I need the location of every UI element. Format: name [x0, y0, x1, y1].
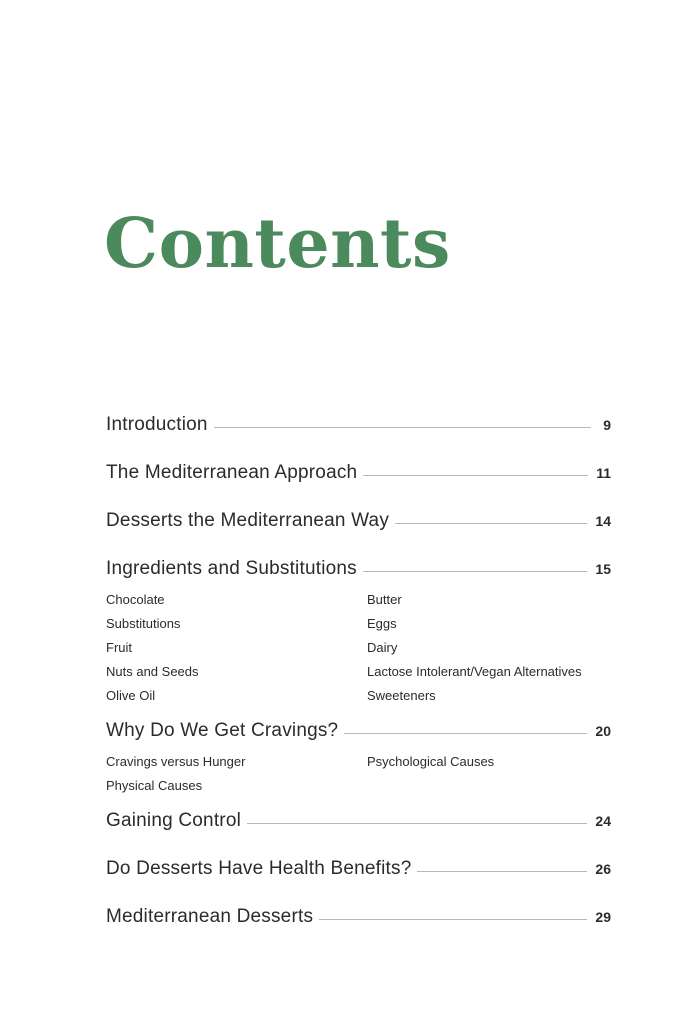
toc-entry-gaining-control[interactable]: [106, 804, 611, 838]
table-of-contents: [106, 408, 611, 934]
leader-line: [319, 919, 587, 920]
toc-entry-desserts-mediterranean-way[interactable]: [106, 504, 611, 538]
leader-line: [395, 523, 587, 524]
toc-entry-title: Why Do We Get Cravings?: [106, 720, 339, 741]
toc-entry-ingredients[interactable]: [106, 552, 611, 586]
leader-line: [344, 733, 587, 734]
toc-subentry[interactable]: Cravings versus Hunger: [106, 754, 246, 769]
page-number: 24: [595, 813, 611, 829]
toc-entry-introduction[interactable]: [106, 408, 611, 442]
toc-subentry[interactable]: Lactose Intolerant/Vegan Alternatives: [367, 664, 582, 679]
page-number: 14: [595, 513, 611, 529]
toc-subentry[interactable]: Psychological Causes: [367, 754, 495, 769]
toc-subentry[interactable]: Fruit: [106, 640, 132, 655]
toc-entry-title: Ingredients and Substitutions: [106, 558, 357, 579]
leader-line: [417, 871, 587, 872]
toc-subentry[interactable]: Nuts and Seeds: [106, 664, 199, 679]
toc-subentry[interactable]: Eggs: [367, 616, 397, 631]
toc-entry-title: Mediterranean Desserts: [106, 906, 314, 927]
subentries-cravings: [106, 750, 611, 798]
page-number: 15: [595, 561, 611, 577]
toc-entry-title: Introduction: [106, 414, 208, 435]
toc-subentry[interactable]: Olive Oil: [106, 688, 156, 703]
toc-entry-mediterranean-approach[interactable]: [106, 456, 611, 490]
toc-entry-title: Gaining Control: [106, 810, 242, 831]
toc-subentry[interactable]: Chocolate: [106, 592, 165, 607]
leader-line: [363, 571, 588, 572]
leader-line: [363, 475, 588, 476]
toc-subentry[interactable]: Physical Causes: [106, 778, 203, 793]
toc-subentry[interactable]: Dairy: [367, 640, 398, 655]
toc-entry-title: Desserts the Mediterranean Way: [106, 510, 390, 531]
toc-entry-cravings[interactable]: [106, 714, 611, 748]
leader-line: [247, 823, 587, 824]
subentries-ingredients: [106, 588, 611, 708]
page-number: 11: [596, 465, 611, 481]
toc-entry-mediterranean-desserts[interactable]: [106, 900, 611, 934]
page-number: 9: [603, 417, 611, 433]
page-number: 20: [595, 723, 611, 739]
toc-subentry[interactable]: Sweeteners: [367, 688, 436, 703]
page-title: Contents: [104, 204, 451, 284]
toc-subentry[interactable]: Butter: [367, 592, 402, 607]
leader-line: [214, 427, 591, 428]
toc-entry-title: Do Desserts Have Health Benefits?: [106, 858, 412, 879]
toc-subentry[interactable]: Substitutions: [106, 616, 181, 631]
page-number: 29: [595, 909, 611, 925]
toc-entry-health-benefits[interactable]: [106, 852, 611, 886]
page-number: 26: [595, 861, 611, 877]
toc-entry-title: The Mediterranean Approach: [106, 462, 358, 483]
